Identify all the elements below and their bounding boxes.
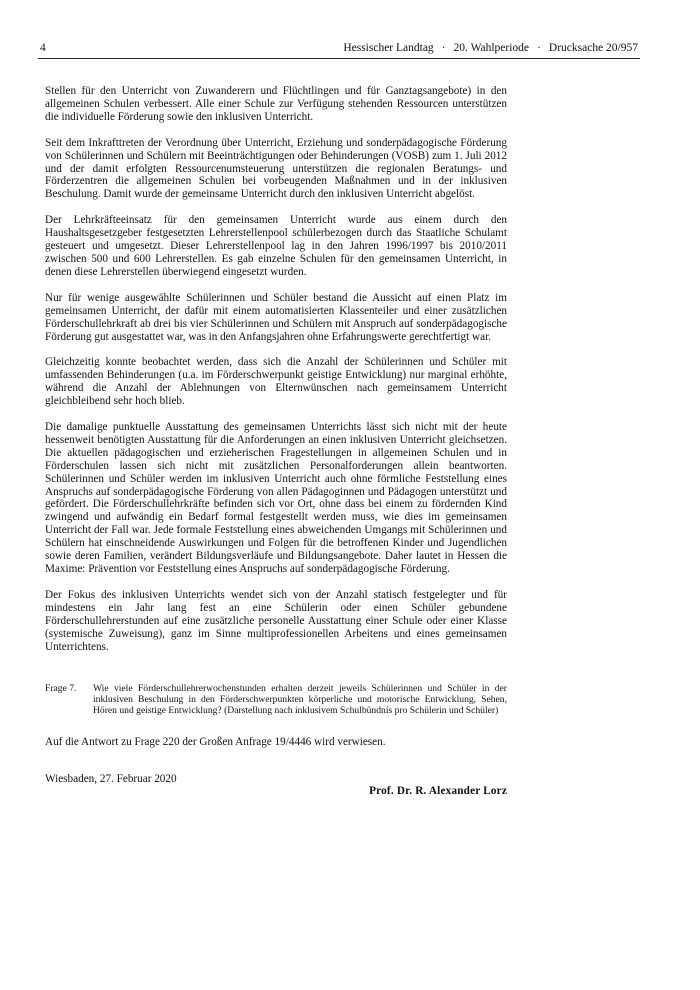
header-separator: · [537,42,541,54]
place-date: Wiesbaden, 27. Februar 2020 [45,773,177,785]
paragraph: Der Fokus des inklusiven Unterrichts wendet sich von der Anzahl statisch festgelegter und für mindestens ein Jahr lang fest an eine Schülerin oder einen Schüler gebundene Förderschullehrerstunden auf eine zusätzliche personelle Ausstattung einer Schule oder einer Klasse (systemische Zuweisung), ganz im Sinne multiprofessionellen Arbeitens und eines gemeinsamen Unterrichtens. [45,588,507,653]
question-label: Frage 7. [45,683,77,694]
question-block [45,683,507,716]
question-text: Wie viele Förderschullehrerwochenstunden erhalten derzeit jeweils Schülerinnen und Schüler in der inklusiven Beschulung in den Förderschwerpunkten körperliche und motorische Entwicklung, Sehen, Hören und geistige Entwicklung? (Darstellung nach inklusivem Schulbündnis pro Schülerin und Schüler) [93,683,507,716]
legislative-period: 20. Wahlperiode [453,42,530,54]
paragraph: Gleichzeitig konnte beobachtet werden, dass sich die Anzahl der Schülerinnen und Schüler mit umfassenden Behinderungen (u.a. im Förderschwerpunkt geistige Entwicklung) nur marginal erhöhte, während die Anzahl der Ablehnungen von Elternwünschen nach gemeinsamem Unterricht gleichbleibend sehr hoch blieb. [45,356,507,408]
body-text [45,85,507,666]
header-run [343,42,638,54]
running-header [38,40,640,59]
page-number: 4 [40,42,46,54]
paragraph: Stellen für den Unterricht von Zuwanderern und Flüchtlingen und für Ganztagsangebote) in den allgemeinen Schulen verbessert. Alle einer Schule zur Verfügung stehenden Ressourcen unterstützen die individuelle Förderung sowie den inklusiven Unterricht. [45,85,507,123]
header-separator: · [441,42,446,54]
document-reference: Drucksache 20/957 [548,42,638,54]
parliament-name: Hessischer Landtag [343,42,434,54]
paragraph: Die damalige punktuelle Ausstattung des gemeinsamen Unterrichts lässt sich nicht mit der heute hessenweit benötigten Ausstattung für die Anforderungen an einen inklusiven Unterricht gleichsetzen. Die aktuellen pädagogischen und erzieherischen Fragestellungen in allgemeinen Schulen und in Förderschulen lassen sich nicht mit zusätzlichen Personalforderungen allein beantworten. Schülerinnen und Schüler werden im inklusiven Unterricht auch ohne förmliche Feststellung eines Anspruchs auf sonderpädagogische Förderung von allen Pädagoginnen und Pädagogen unterstützt und gefördert. Die Förderschullehrkräfte befinden sich vor Ort, ohne dass bei einem zu fördernden Kind zwingend und aufwändig ein Bedarf formal festgestellt werden muss, wie dies im gemeinsamen Unterricht der Fall war. Jede formale Feststellung eines abweichenden Umgangs mit Schülerinnen und Schülern hat einschneidende Auswirkungen und Folgen für die betroffenen Kinder und Jugendlichen sowie deren Familien, verändert Bildungsverläufe und Bildungsangebote. Daher lautet in Hessen die Maxime: Prävention vor Feststellung eines Anspruchs auf sonderpädagogische Förderung. [45,421,507,575]
paragraph: Nur für wenige ausgewählte Schülerinnen und Schüler bestand die Aussicht auf einen Platz im gemeinsamen Unterricht, der dafür mit einem automatisierten Klassenteiler und einer zusätzlichen Förderschullehrkraft ab drei bis vier Schülerinnen und Schülern mit Anspruch auf sonderpädagogische Förderung gut ausgestattet war, was in den Anfangsjahren ohne Erfahrungswerte gerechtfertigt war. [45,291,507,343]
paragraph: Seit dem Inkrafttreten der Verordnung über Unterricht, Erziehung und sonderpädagogische Förderung von Schülerinnen und Schülern mit Beeinträchtigungen oder Behinderungen (VOSB) zum 1. Juli 2012 und der damit erfolgten Ressourcenumsteuerung unterstützen die regionalen Beratungs- und Förderzentren die allgemeinen Schulen bei vorbeugenden Maßnahmen und in der inklusiven Beschulung. Damit wurde der gemeinsame Unterricht durch den inklusiven Unterricht abgelöst. [45,136,507,201]
paragraph: Der Lehrkräfteeinsatz für den gemeinsamen Unterricht wurde aus einem durch den Haushaltsgesetzgeber festgesetzten Lehrerstellenpool schülerbezogen durch das Staatliche Schulamt gesteuert und umgesetzt. Dieser Lehrerstellenpool lag in den Jahren 1996/1997 bis 2010/2011 zwischen 500 und 600 Lehrerstellen. Es gab einzelne Schulen für den gemeinsamen Unterricht, in denen diese Lehrerstellen überwiegend eingesetzt wurden. [45,214,507,278]
signature-name: Prof. Dr. R. Alexander Lorz [369,785,507,797]
answer-text: Auf die Antwort zu Frage 220 der Großen Anfrage 19/4446 wird verwiesen. [45,736,386,748]
